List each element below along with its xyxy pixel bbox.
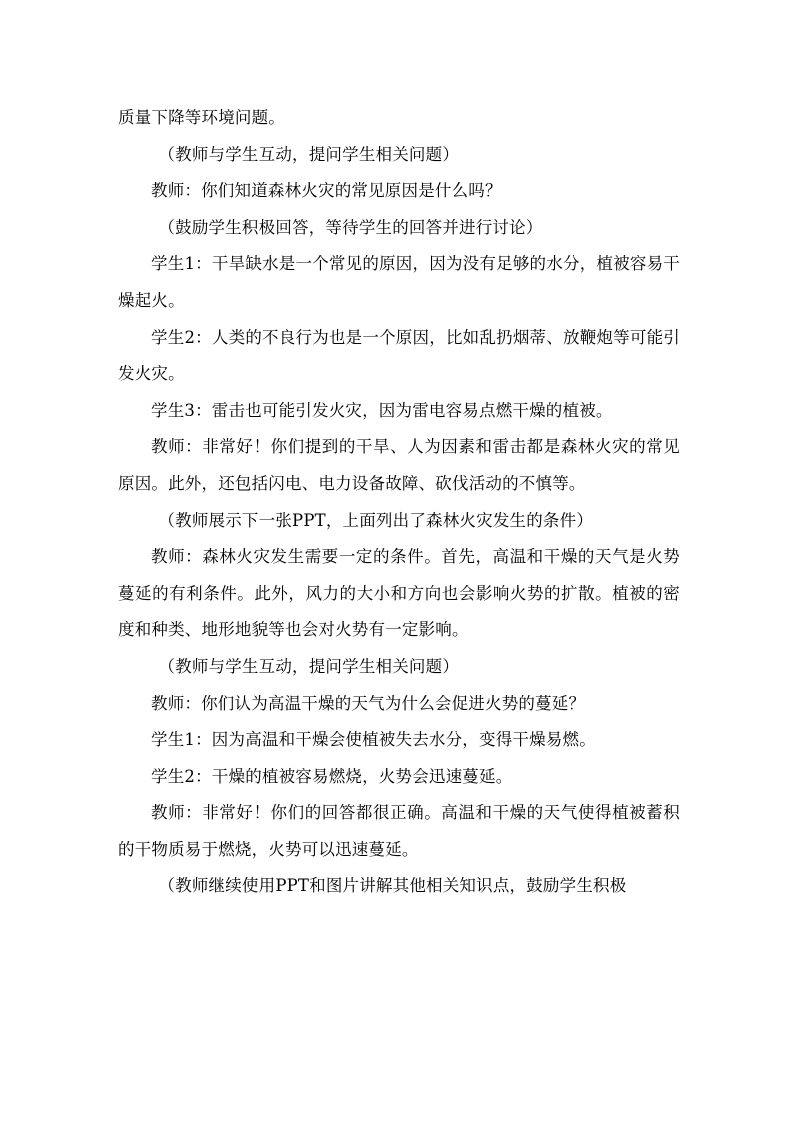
paragraph: （教师继续使用PPT和图片讲解其他相关知识点，鼓励学生积极 <box>158 876 627 896</box>
paragraph: 教师：森林火灾发生需要一定的条件。首先，高温和干燥的天气是火势蔓延的有利条件。此外，风力的大小和方向也会影响火势的扩散。植被的密度和种类、地形地貌等也会对火势有一定影响。 <box>118 547 680 640</box>
paragraph: （教师与学生互动，提问学生相关问题） <box>158 656 460 676</box>
paragraph: 教师：你们认为高温干燥的天气为什么会促进火势的蔓延？ <box>151 693 586 713</box>
paragraph: （教师与学生互动，提问学生相关问题） <box>158 144 460 164</box>
paragraph: 教师：你们知道森林火灾的常见原因是什么吗？ <box>151 181 502 201</box>
document-body <box>118 100 680 905</box>
paragraph: 学生2：干燥的植被容易燃烧，火势会迅速蔓延。 <box>151 766 513 786</box>
paragraph: 学生3：雷击也可能引发火灾，因为雷电容易点燃干燥的植被。 <box>151 400 613 420</box>
paragraph: 质量下降等环境问题。 <box>118 108 285 127</box>
paragraph: 学生2：人类的不良行为也是一个原因，比如乱扔烟蒂、放鞭炮等可能引发火灾。 <box>118 327 680 384</box>
paragraph: 学生1：干旱缺水是一个常见的原因，因为没有足够的水分，植被容易干燥起火。 <box>118 254 680 310</box>
paragraph: （教师展示下一张PPT，上面列出了森林火灾发生的条件） <box>158 510 594 530</box>
paragraph: （鼓励学生积极回答，等待学生的回答并进行讨论） <box>158 217 543 237</box>
paragraph: 教师：非常好！你们的回答都很正确。高温和干燥的天气使得植被蓄积的干物质易于燃烧，火势可以迅速蔓延。 <box>118 803 680 859</box>
paragraph: 学生1：因为高温和干燥会使植被失去水分，变得干燥易燃。 <box>151 730 596 750</box>
paragraph: 教师：非常好！你们提到的干旱、人为因素和雷击都是森林火灾的常见原因。此外，还包括闪电、电力设备故障、砍伐活动的不慎等。 <box>118 437 680 493</box>
